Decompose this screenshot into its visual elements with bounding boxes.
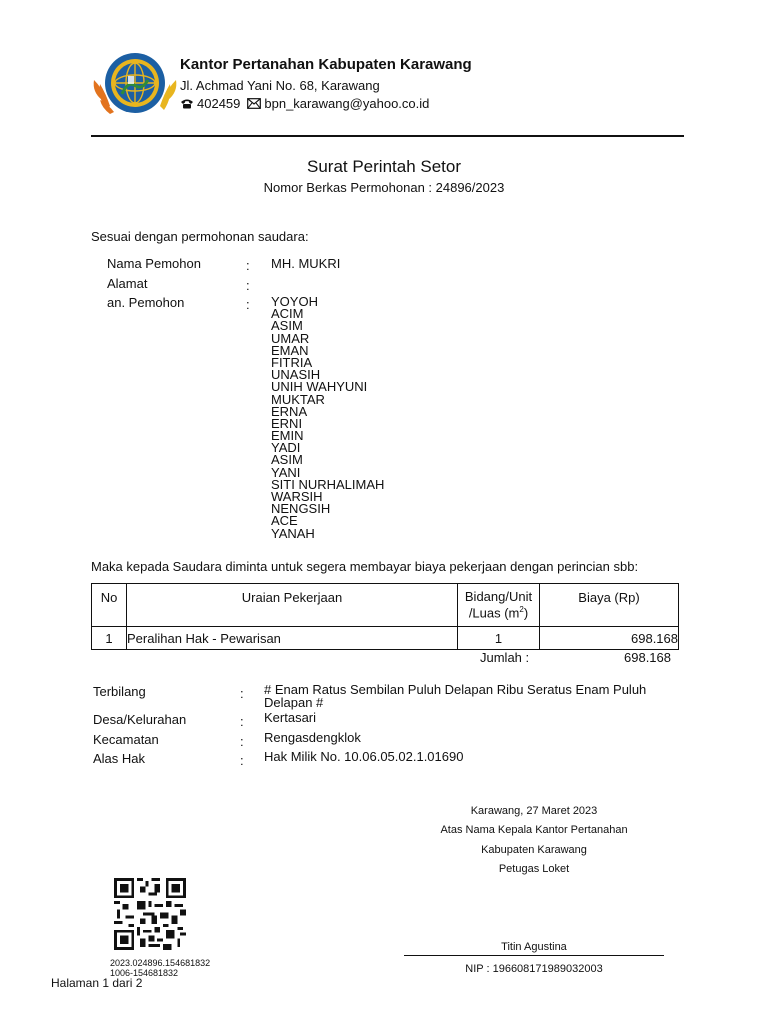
- alas-hak-value: Hak Milik No. 10.06.05.02.1.01690: [264, 749, 464, 764]
- list-item: ASIM: [271, 452, 303, 468]
- col-header-biaya: Biaya (Rp): [540, 584, 679, 627]
- col-header-bidang-line1: Bidang/Unit: [464, 589, 533, 604]
- applicant-address-label: Alamat: [107, 276, 148, 291]
- document-subtitle: Nomor Berkas Permohonan : 24896/2023: [263, 180, 505, 195]
- col-header-bidang-sup: 2: [519, 605, 524, 614]
- colon-separator: :: [246, 278, 250, 293]
- signatory-nip: NIP : 196608171989032003: [465, 963, 603, 975]
- col-header-bidang: [458, 584, 540, 627]
- phone-number: 402459: [197, 96, 241, 111]
- col-header-uraian: Uraian Pekerjaan: [127, 584, 458, 627]
- total-label: Jumlah :: [480, 650, 530, 665]
- terbilang-label: Terbilang: [93, 684, 146, 699]
- list-item: UNASIH: [271, 367, 321, 383]
- atr-bpn-logo-icon: [92, 50, 178, 118]
- table-row: [92, 627, 679, 650]
- colon-separator: :: [240, 734, 244, 749]
- list-item: EMAN: [271, 342, 309, 358]
- desa-value: Kertasari: [264, 710, 317, 725]
- qr-caption-line1: 2023.024896.154681832: [110, 958, 211, 968]
- list-item: YANI: [271, 464, 301, 480]
- page-number: Halaman 1 dari 2: [51, 976, 143, 990]
- list-item: SITI NURHALIMAH: [271, 476, 385, 492]
- applicant-name-label: Nama Pemohon: [107, 256, 201, 271]
- list-item: YOYOH: [271, 294, 318, 309]
- table-header-row: [92, 584, 679, 627]
- desa-label: Desa/Kelurahan: [93, 712, 187, 727]
- list-item: UMAR: [271, 330, 310, 346]
- list-item: ERNI: [271, 415, 303, 431]
- intro-text: Sesuai dengan permohonan saudara:: [91, 229, 309, 244]
- header-divider: [91, 135, 684, 137]
- list-item: YADI: [271, 440, 301, 456]
- col-header-no: No: [92, 584, 127, 627]
- col-header-bidang-line2: /Luas (m: [468, 605, 520, 621]
- an-applicant-list: [271, 296, 384, 540]
- fee-table: [91, 583, 679, 650]
- terbilang-value: # Enam Ratus Sembilan Puluh Delapan Ribu Seratus Enam Puluh Delapan #: [264, 682, 647, 710]
- list-item: WARSIH: [271, 489, 323, 504]
- list-item: EMIN: [271, 428, 304, 444]
- list-item: ERNA: [271, 403, 308, 419]
- kecamatan-value: Rengasdengklok: [264, 730, 361, 745]
- signature-line3: Petugas Loket: [498, 863, 570, 875]
- signature-place-date: Karawang, 27 Maret 2023: [470, 805, 598, 817]
- phone-icon: [180, 98, 194, 109]
- qr-code-icon: [114, 878, 186, 950]
- kecamatan-label: Kecamatan: [93, 732, 159, 747]
- total-value: 698.168: [624, 650, 671, 665]
- list-item: FITRIA: [271, 354, 313, 370]
- colon-separator: :: [240, 753, 244, 768]
- signature-divider: [404, 955, 664, 956]
- applicant-name-value: MH. MUKRI: [271, 256, 341, 271]
- cell-no: 1: [92, 627, 127, 650]
- cell-uraian: Peralihan Hak - Pewarisan: [127, 627, 458, 650]
- signature-line1: Atas Nama Kepala Kantor Pertanahan: [440, 824, 628, 836]
- document-title: Surat Perintah Setor: [306, 157, 462, 176]
- col-header-bidang-line2-end: ): [523, 605, 529, 621]
- list-item: NENGSIH: [271, 501, 331, 517]
- list-item: YANAH: [271, 525, 315, 541]
- list-item: ACE: [271, 513, 298, 529]
- organization-contact: [180, 96, 429, 111]
- colon-separator: :: [240, 714, 244, 729]
- email-icon: [247, 98, 261, 109]
- signature-line2: Kabupaten Karawang: [481, 844, 587, 856]
- colon-separator: :: [246, 258, 250, 273]
- organization-name: Kantor Pertanahan Kabupaten Karawang: [180, 56, 472, 73]
- an-applicant-label: an. Pemohon: [107, 295, 185, 310]
- colon-separator: :: [240, 686, 244, 701]
- alas-hak-label: Alas Hak: [93, 751, 146, 766]
- list-item: UNIH WAHYUNI: [271, 379, 368, 395]
- list-item: MUKTAR: [271, 391, 325, 407]
- colon-separator: :: [246, 297, 250, 312]
- list-item: ASIM: [271, 318, 303, 334]
- payment-intro-text: Maka kepada Saudara diminta untuk segera membayar biaya pekerjaan dengan perincian sbb:: [91, 559, 639, 574]
- email-address: bpn_karawang@yahoo.co.id: [264, 96, 430, 111]
- cell-bidang: 1: [458, 627, 540, 650]
- list-item: ACIM: [271, 306, 304, 322]
- cell-biaya: 698.168: [540, 627, 679, 650]
- qr-caption-line2: 1006-154681832: [110, 967, 179, 978]
- organization-address: Jl. Achmad Yani No. 68, Karawang: [180, 78, 380, 93]
- signatory-name: Titin Agustina: [501, 941, 567, 953]
